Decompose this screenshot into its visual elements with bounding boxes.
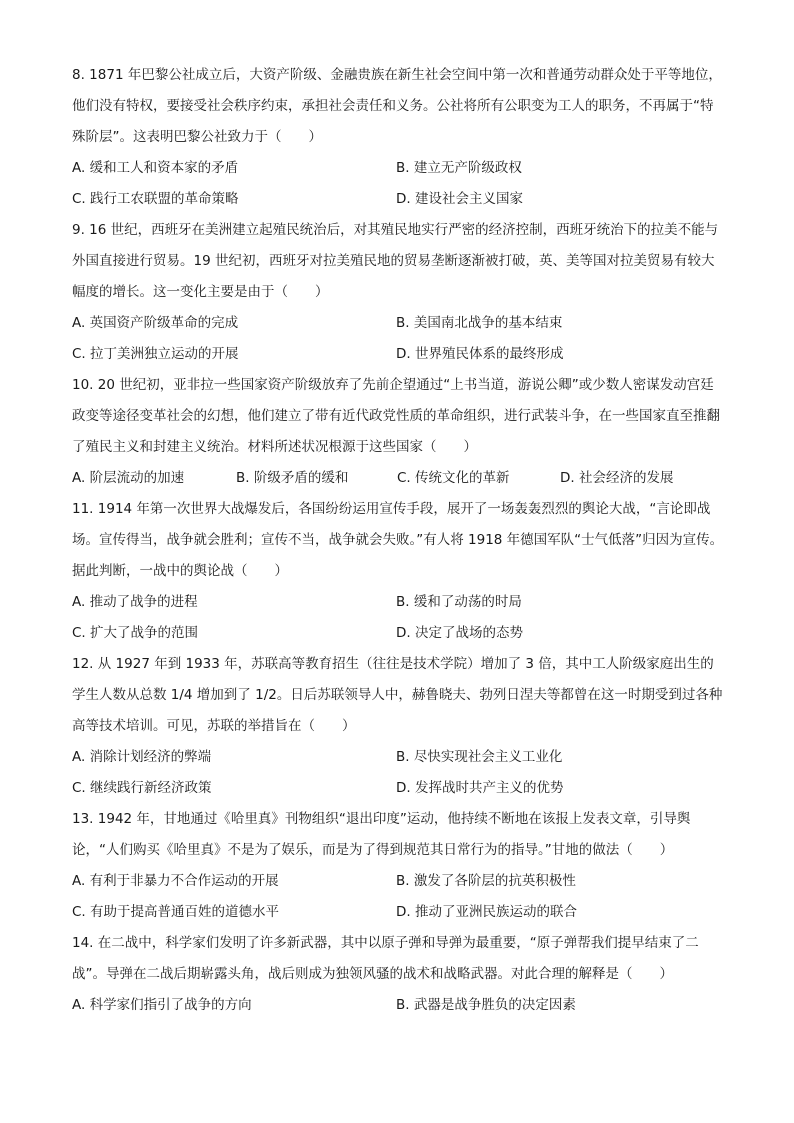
option-c[interactable]: C. 拉丁美洲独立运动的开展 [72,346,239,362]
question-stem: 13. 1942 年，甘地通过《哈里真》刊物组织“退出印度”运动，他持续不断地在该报上发表文章，引导舆论，“人们购买《哈里真》不是为了娱乐，而是为了得到规范其日常行为的指导。”甘地的做法（ ） [72,811,691,858]
option-a[interactable]: A. 阶层流动的加速 [72,470,185,486]
option-b[interactable]: B. 尽快实现社会主义工业化 [396,749,563,765]
question-stem: 10. 20 世纪初，亚非拉一些国家资产阶级放弃了先前企望通过“上书当道，游说公卿”或少数人密谋发动宫廷政变等途径变革社会的幻想，他们建立了带有近代政党性质的革命组织，进行武装斗争，在一些国家直至推翻了殖民主义和封建主义统治。材料所述状况根源于这些国家（ ） [72,377,720,455]
options [72,308,724,370]
question-9 [72,215,724,370]
option-b[interactable]: B. 武器是战争胜负的决定因素 [396,997,576,1013]
option-d[interactable]: D. 建设社会主义国家 [396,191,523,207]
options [72,463,724,494]
question-13 [72,804,724,928]
option-c[interactable]: C. 有助于提高普通百姓的道德水平 [72,904,280,920]
option-b[interactable]: B. 建立无产阶级政权 [396,160,522,176]
option-a[interactable]: A. 推动了战争的进程 [72,594,198,610]
options [72,587,724,649]
option-a[interactable]: A. 消除计划经济的弊端 [72,749,212,765]
question-stem: 14. 在二战中，科学家们发明了许多新武器，其中以原子弹和导弹为最重要，“原子弹帮我们提早结束了二战”。导弹在二战后期崭露头角，战后则成为独领风骚的战术和战略武器。对此合理的解释是（ ） [72,935,699,982]
option-b[interactable]: B. 缓和了动荡的时局 [396,594,522,610]
option-c[interactable]: C. 扩大了战争的范围 [72,625,199,641]
option-d[interactable]: D. 决定了战场的态势 [396,625,523,641]
option-a[interactable]: A. 缓和工人和资本家的矛盾 [72,160,239,176]
question-14 [72,928,724,1021]
option-a[interactable]: A. 科学家们指引了战争的方向 [72,997,252,1013]
option-c[interactable]: C. 传统文化的革新 [397,470,510,486]
option-b[interactable]: B. 美国南北战争的基本结束 [396,315,563,331]
option-d[interactable]: D. 世界殖民体系的最终形成 [396,346,564,362]
option-c[interactable]: C. 践行工农联盟的革命策略 [72,191,239,207]
question-11 [72,494,724,649]
option-c[interactable]: C. 继续践行新经济政策 [72,780,212,796]
question-stem: 11. 1914 年第一次世界大战爆发后，各国纷纷运用宣传手段，展开了一场轰轰烈烈的舆论大战，“言论即战场。宣传得当，战争就会胜利；宣传不当，战争就会失败。”有人将 1918 年德国军队“士气低落”归因为宣传。据此判断，一战中的舆论战（ ） [72,501,724,579]
option-b[interactable]: B. 阶级矛盾的缓和 [236,470,349,486]
question-stem: 9. 16 世纪，西班牙在美洲建立起殖民统治后，对其殖民地实行严密的经济控制，西班牙统治下的拉美不能与外国直接进行贸易。19 世纪初，西班牙对拉美殖民地的贸易垄断逐渐被打破，英、美等国对拉美贸易有较大幅度的增长。这一变化主要是由于（ ） [72,222,719,300]
options [72,153,724,215]
option-d[interactable]: D. 推动了亚洲民族运动的联合 [396,904,577,920]
option-a[interactable]: A. 有利于非暴力不合作运动的开展 [72,873,279,889]
options [72,866,724,928]
question-stem: 12. 从 1927 年到 1933 年，苏联高等教育招生（往往是技术学院）增加了 3 倍，其中工人阶级家庭出生的学生人数从总数 1/4 增加到了 1/2。日后苏联领导人中，赫鲁晓夫、勃列日涅夫等都曾在这一时期受到过各种高等技术培训。可见，苏联的举措旨在（ ） [72,656,723,734]
option-d[interactable]: D. 社会经济的发展 [560,470,674,486]
question-8 [72,60,724,215]
option-d[interactable]: D. 发挥战时共产主义的优势 [396,780,564,796]
options [72,742,724,804]
question-stem: 8. 1871 年巴黎公社成立后，大资产阶级、金融贵族在新生社会空间中第一次和普通劳动群众处于平等地位，他们没有特权，要接受社会秩序约束，承担社会责任和义务。公社将所有公职变为工人的职务，不再属于“特殊阶层”。这表明巴黎公社致力于（ ） [72,67,722,145]
question-10 [72,370,724,494]
question-12 [72,649,724,804]
option-b[interactable]: B. 激发了各阶层的抗英积极性 [396,873,576,889]
options [72,990,724,1021]
exam-page [72,60,724,1021]
option-a[interactable]: A. 英国资产阶级革命的完成 [72,315,239,331]
